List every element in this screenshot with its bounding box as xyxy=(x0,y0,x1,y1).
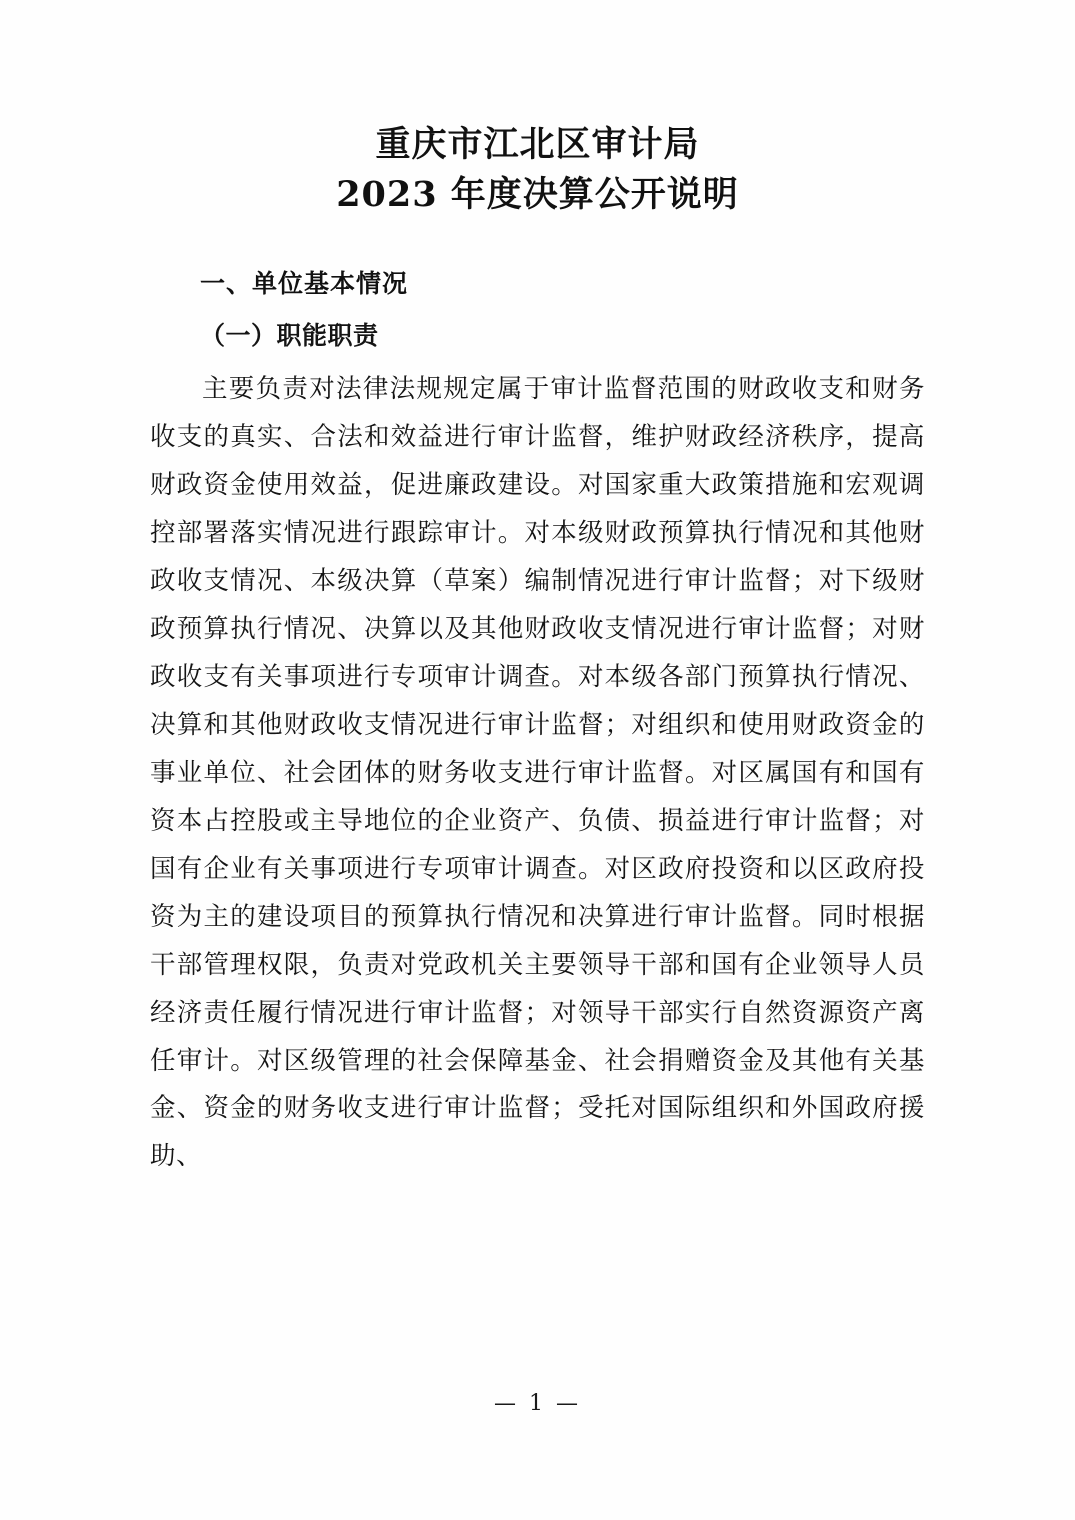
subsection-heading: （一）职能职责 xyxy=(200,320,379,350)
page-title-line-2: 2023 年度决算公开说明 xyxy=(336,173,739,215)
page-number: — 1 — xyxy=(494,1391,581,1416)
section-heading: 一、单位基本情况 xyxy=(200,269,409,299)
page-title xyxy=(150,120,925,219)
body-paragraph: 主要负责对法律法规规定属于审计监督范围的财政收支和财务收支的真实、合法和效益进行审计监督，维护财政经济秩序，提高财政资金使用效益，促进廉政建设。对国家重大政策措施和宏观调控部署落实情况进行跟踪审计。对本级财政预算执行情况和其他财政收支情况、本级决算（草案）编制情况进行审计监督；对下级财政预算执行情况、决算以及其他财政收支情况进行审计监督；对财政收支有关事项进行专项审计调查。对本级各部门预算执行情况、决算和其他财政收支情况进行审计监督；对组织和使用财政资金的事业单位、社会团体的财务收支进行审计监督。对区属国有和国有资本占控股或主导地位的企业资产、负债、损益进行审计监督；对国有企业有关事项进行专项审计调查。对区政府投资和以区政府投资为主的建设项目的预算执行情况和决算进行审计监督。同时根据干部管理权限，负责对党政机关主要领导干部和国有企业领导人员经济责任履行情况进行审计监督；对领导干部实行自然资源资产离任审计。对区级管理的社会保障基金、社会捐赠资金及其他有关基金、资金的财务收支进行审计监督；受托对国际组织和外国政府援助、 xyxy=(150,374,925,1172)
page-title-line-1: 重庆市江北区审计局 xyxy=(375,124,700,165)
